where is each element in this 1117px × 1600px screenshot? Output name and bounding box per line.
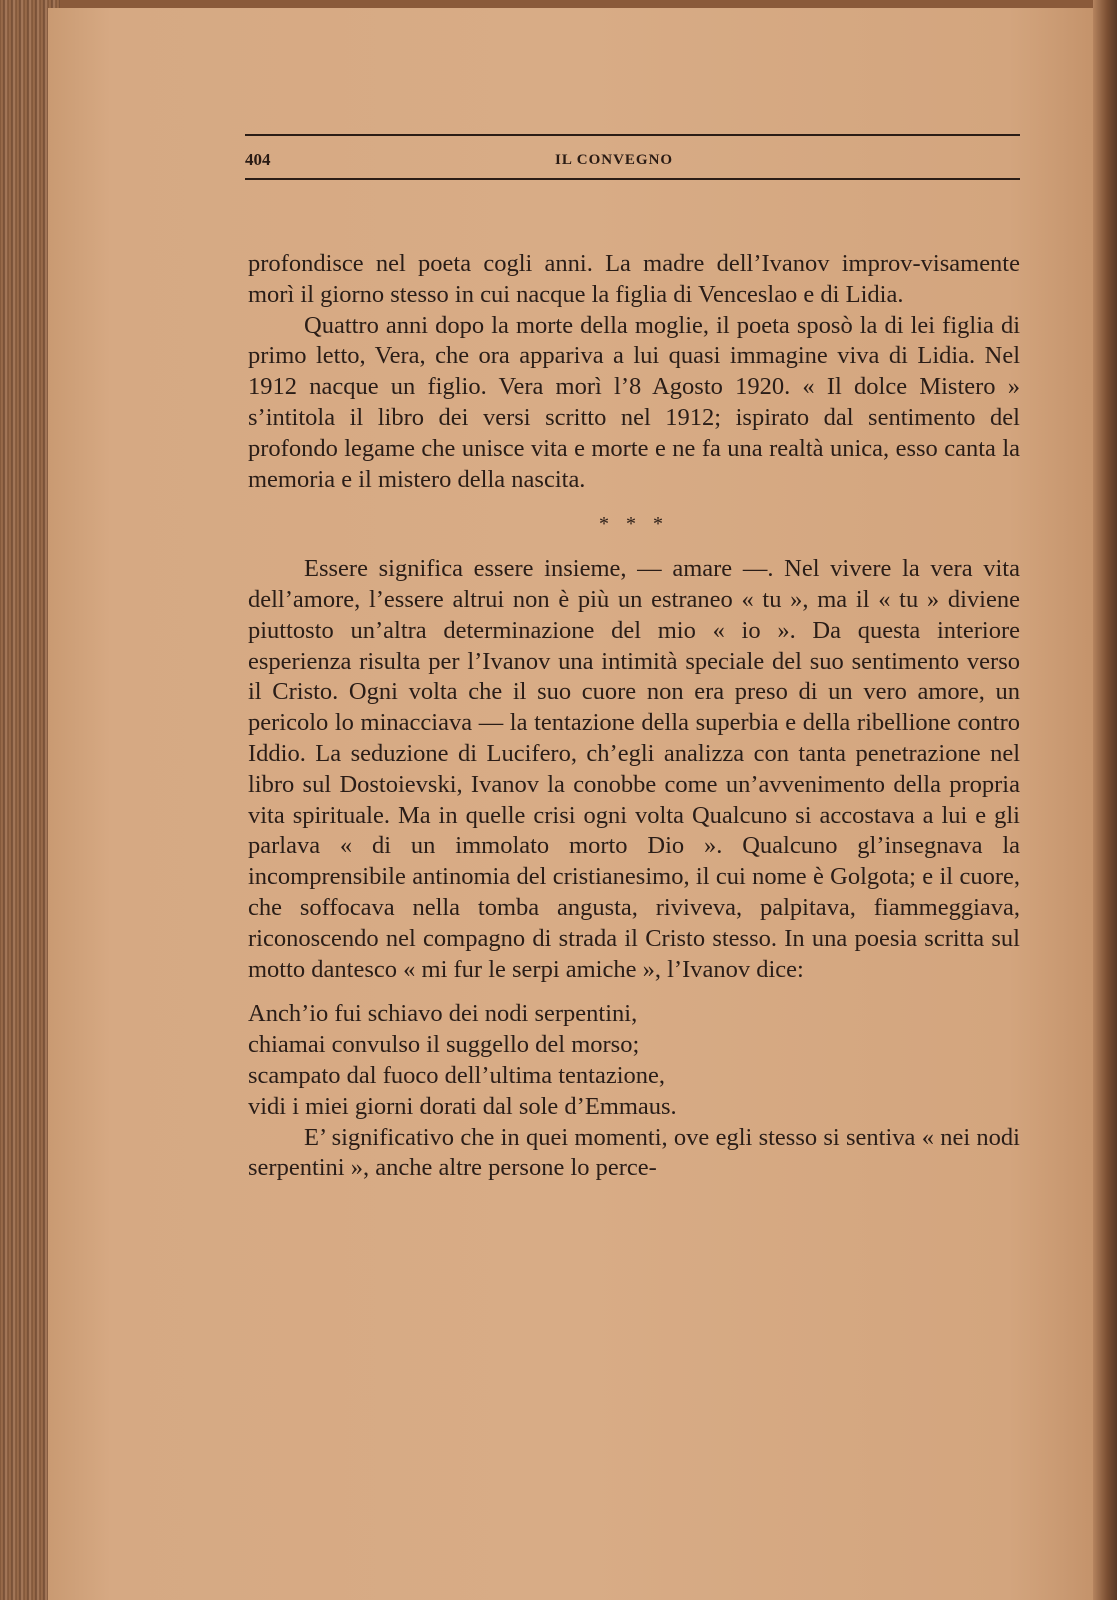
running-head	[245, 134, 1020, 184]
section-separator: * * *	[599, 513, 669, 536]
verse-line-2: chiamai convulso il suggello del morso;	[248, 1031, 640, 1059]
binding-edge	[1093, 0, 1117, 1600]
verse-line-1: Anch’io fui schiavo dei nodi serpentini,	[248, 1000, 638, 1028]
paragraph-3: Essere significa essere insieme, — amare —. Nel vivere la vera vita dell’amore, l’essere altrui non è più un estraneo « tu », ma il « tu » diviene piuttosto un’altra determinazione del mio « io ». Da questa interiore esperienza risulta per l’Ivanov una intimità speciale del suo sentimento verso il Cristo. Ogni volta che il suo cuore non era preso di un vero amore, un pericolo lo minacciava — la tentazione della superbia e della ribellione contro Iddio. La seduzione di Lucifero, ch’egli analizza con tanta penetrazione nel libro sul Dostoievski, Ivanov la conobbe come un’avvenimento della propria vita spirituale. Ma in quelle crisi ogni volta Qualcuno si accostava a lui e gli parlava « di un immolato morto Dio ». Qualcuno gl’insegnava la incomprensibile antinomia del cristianesimo, il cui nome è Golgota; e il cuore, che soffocava nella tomba angusta, riviveva, palpitava, fiammeggiava, riconoscendo nel compagno di strada il Cristo stesso. In una poesia scritta sul motto dantesco « mi fur le serpi amiche », l’Ivanov dice:	[248, 555, 1020, 983]
verse-line-3: scampato dal fuoco dell’ultima tentazione,	[248, 1061, 666, 1089]
journal-title: IL CONVEGNO	[555, 152, 674, 168]
paragraph-2: Quattro anni dopo la morte della moglie, il poeta sposò la di lei figlia di primo letto, Vera, che ora appariva a lui quasi immagine viva di Lidia. Nel 1912 nacque un figlio. Vera morì l’8 Agosto 1920. « Il dolce Mistero » s’intitola il libro dei versi scritto nel 1912; ispirato dal sentimento del profondo legame che unisce vita e morte e ne fa una realtà unica, esso canta la memoria e il mistero della nascita.	[248, 311, 1020, 493]
verse-line-4: vidi i miei giorni dorati dal sole d’Emmaus.	[248, 1092, 677, 1120]
body-text	[248, 249, 1020, 1184]
paragraph-1: profondisce nel poeta cogli anni. La madre dell’Ivanov improv-visamente morì il giorno stesso in cui nacque la figlia di Venceslao e di Lidia.	[248, 250, 1020, 308]
paragraph-4: E’ significativo che in quei momenti, ove egli stesso si sentiva « nei nodi serpentini », anche altre persone lo perce-	[248, 1123, 1020, 1182]
header-rule-bottom	[245, 178, 1020, 180]
header-rule-top	[245, 134, 1020, 136]
page-number: 404	[245, 150, 271, 169]
